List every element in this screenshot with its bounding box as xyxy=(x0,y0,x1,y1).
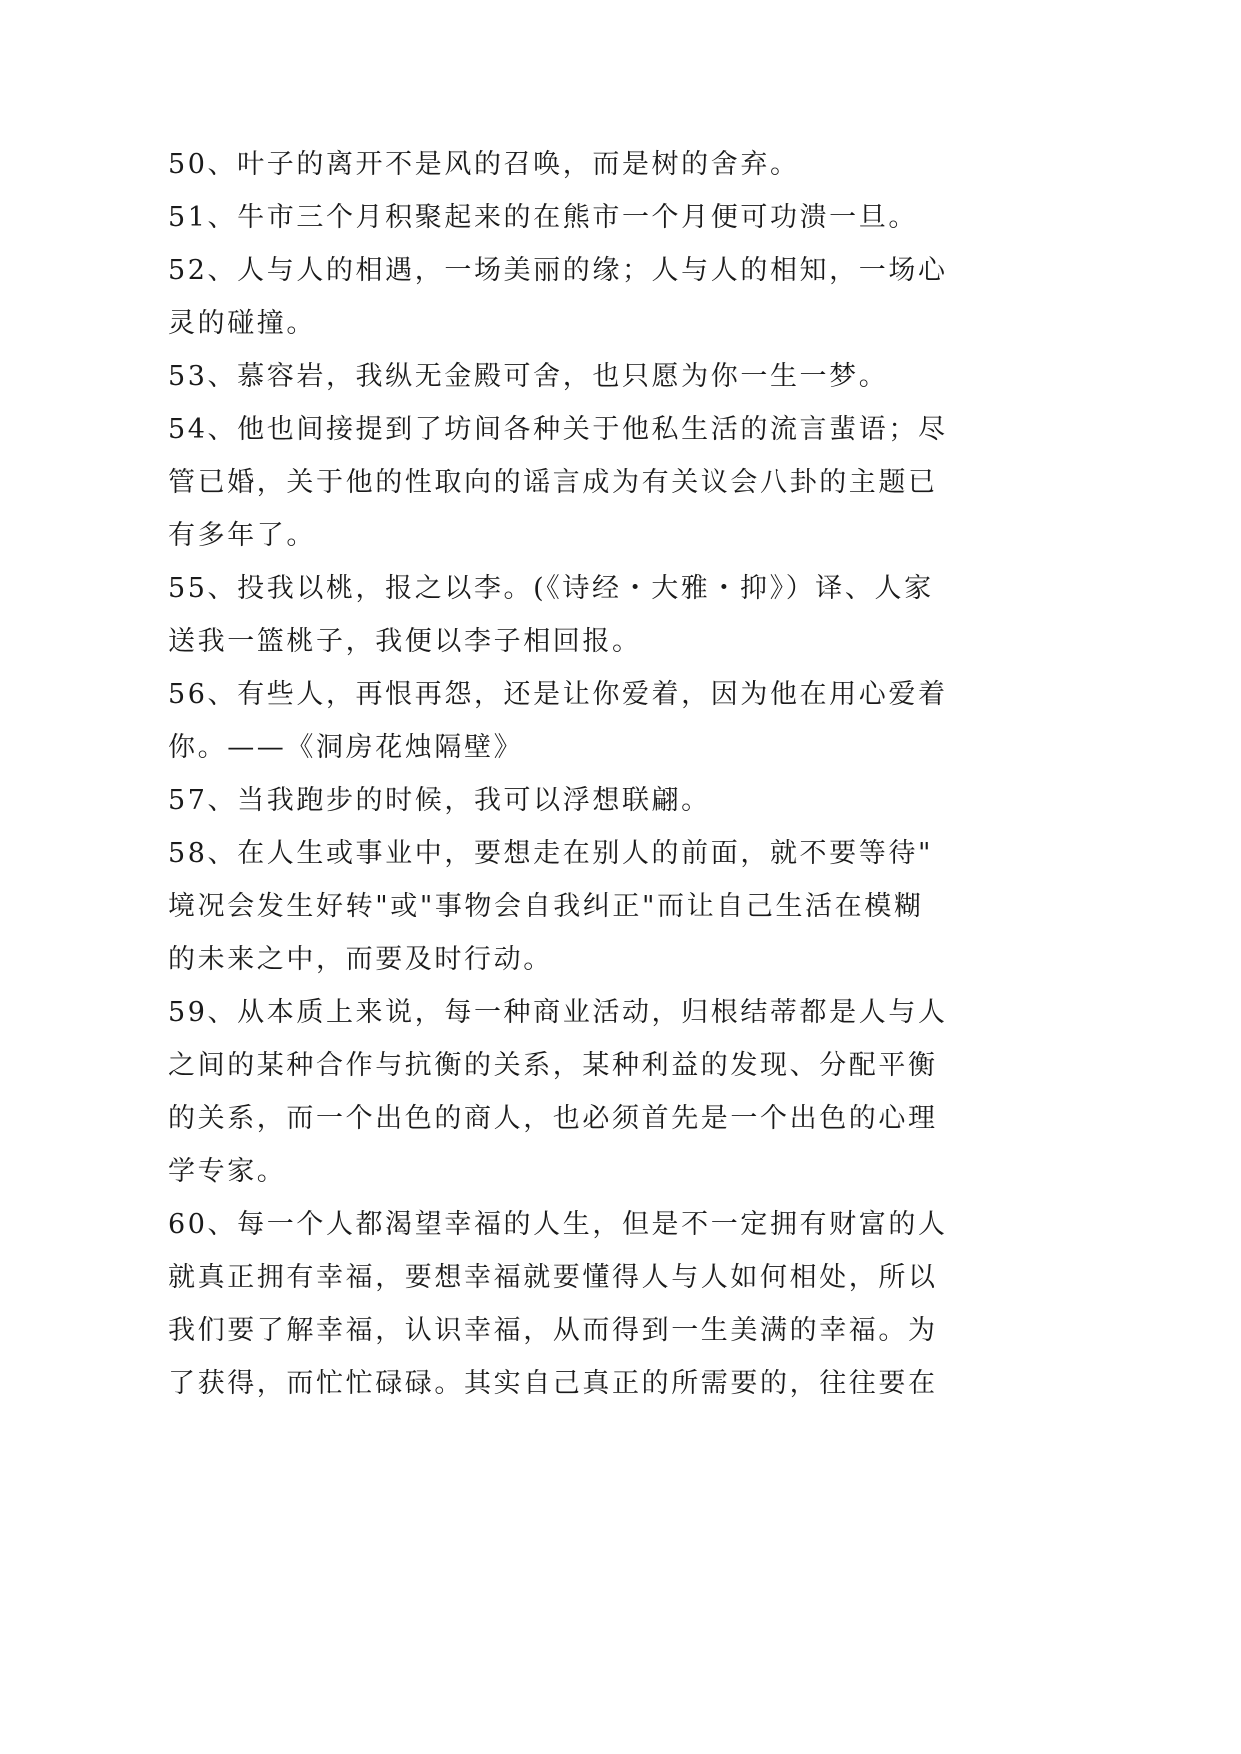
document-body xyxy=(168,138,948,1410)
text-line: 的关系，而一个出色的商人，也必须首先是一个出色的心理 xyxy=(168,1103,938,1134)
text-line: 就真正拥有幸福，要想幸福就要懂得人与人如何相处，所以 xyxy=(168,1262,938,1293)
text-line: 有多年了。 xyxy=(168,520,316,551)
text-line: 学专家。 xyxy=(168,1156,287,1187)
text-line: 57、当我跑步的时候，我可以浮想联翩。 xyxy=(168,785,711,816)
text-line: 60、每一个人都渴望幸福的人生，但是不一定拥有财富的人 xyxy=(168,1209,948,1240)
text-line: 52、人与人的相遇，一场美丽的缘；人与人的相知，一场心 xyxy=(168,255,948,286)
text-line: 53、慕容岩，我纵无金殿可舍，也只愿为你一生一梦。 xyxy=(168,361,889,392)
text-line: 50、叶子的离开不是风的召唤，而是树的舍弃。 xyxy=(168,149,800,180)
text-line: 56、有些人，再恨再怨，还是让你爱着，因为他在用心爱着 xyxy=(168,679,948,710)
text-line: 55、投我以桃，报之以李。(《诗经・大雅・抑》）译、人家 xyxy=(168,573,934,604)
text-line: 送我一篮桃子，我便以李子相回报。 xyxy=(168,626,642,657)
text-line: 54、他也间接提到了坊间各种关于他私生活的流言蜚语；尽 xyxy=(168,414,948,445)
text-line: 灵的碰撞。 xyxy=(168,308,316,339)
text-line: 我们要了解幸福，认识幸福，从而得到一生美满的幸福。为 xyxy=(168,1315,938,1346)
text-line: 58、在人生或事业中，要想走在别人的前面，就不要等待" xyxy=(168,838,933,869)
text-line: 了获得，而忙忙碌碌。其实自己真正的所需要的，往往要在 xyxy=(168,1368,938,1399)
text-line: 之间的某种合作与抗衡的关系，某种利益的发现、分配平衡 xyxy=(168,1050,938,1081)
text-line: 51、牛市三个月积聚起来的在熊市一个月便可功溃一旦。 xyxy=(168,202,918,233)
text-line: 你。——《洞房花烛隔壁》 xyxy=(168,732,524,763)
text-line: 59、从本质上来说，每一种商业活动，归根结蒂都是人与人 xyxy=(168,997,948,1028)
text-line: 管已婚，关于他的性取向的谣言成为有关议会八卦的主题已 xyxy=(168,467,938,498)
text-line: 境况会发生好转"或"事物会自我纠正"而让自己生活在模糊 xyxy=(168,891,924,922)
text-line: 的未来之中，而要及时行动。 xyxy=(168,944,553,975)
